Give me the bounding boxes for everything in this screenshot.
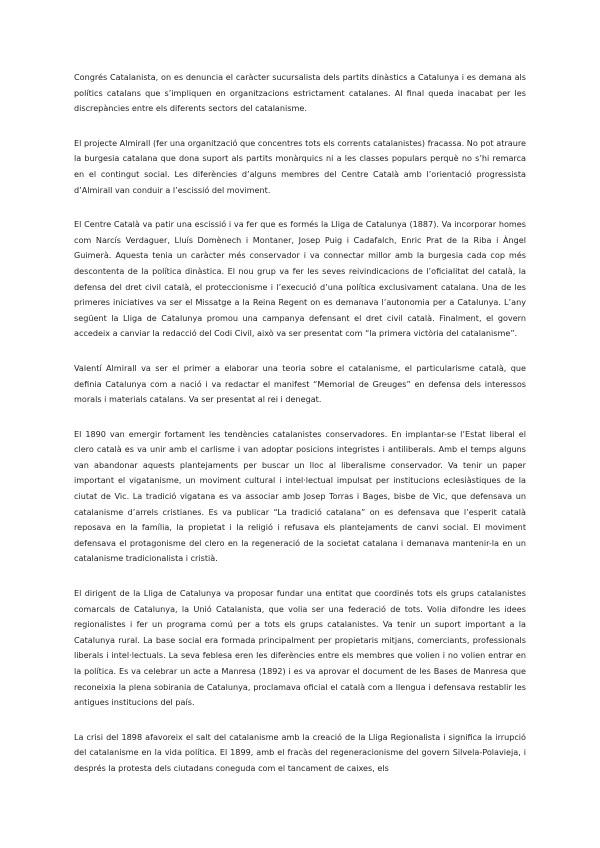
paragraph-crisi-1898: La crisi del 1898 afavoreix el salt del catalanisme amb la creació de la Lliga Regionalista i significa la irrupció del catalanisme en la vida política. El 1899, amb el fracàs del regeneracionisme del govern Silvela-Polavieja, i després la protesta dels ciutadans coneguda com el tancament de caixes, els [74,731,526,773]
document-page [74,70,526,796]
paragraph-projecte-almirall: El projecte Almirall (fer una organització que concentres tots els corrents catalanistes) fracassa. No pot atraure la burgesia catalana que dona suport als partits monàrquics ni a les classes populars perquè no s’hi remarca en el contingut social. Les diferències d’alguns membres del Centre Català amb l’orientació progressista d’Almirall van conduir a l’escissió del moviment. [74,137,526,195]
paragraph-valenti-almirall: Valentí Almirall va ser el primer a elaborar una teoria sobre el catalanisme, el particularisme català, que definia Catalunya com a nació i va redactar el manifest “Memorial de Greuges” en defensa dels interessos morals i materials catalans. Va ser presentat al rei i denegat. [74,362,526,405]
paragraph-centre-catala: El Centre Català va patir una escissió i va fer que es formés la Lliga de Catalunya (1887). Va incorporar homes com Narcís Verdaguer, Lluís Domènech i Montaner, Josep Puig i Cadafalch, Enric Prat de la Riba i Àngel Guimerà. Aquesta tenia un caràcter més conservador i va connectar millor amb la burgesia cada cop més descontenta de la política dinàstica. El nou grup va fer les seves reivindicacions de l’oficialitat del català, la defensa del dret civil català, el proteccionisme i l’execució d’una política exclusivament catalana. Una de les primeres iniciatives va ser el Missatge a la Reina Regent on es demanava l’autonomia per a Catalunya. L’any següent la Lliga de Catalunya promou una campanya defensant el dret civil català. Finalment, el govern accedeix a canviar la redacció del Codi Civil, això va ser presentat com “la primera victòria del catalanisme”. [74,219,526,339]
paragraph-unio-catalanista: El dirigent de la Lliga de Catalunya va proposar fundar una entitat que coordinés tots els grups catalanistes comarcals de Catalunya, la Unió Catalanista, que volia ser una federació de tots. Volia difondre les idees regionalistes i fer un programa comú per a tots els grups catalanistes. Va tenir un suport important a la Catalunya rural. La base social era formada principalment per propietaris mitjans, comerciants, professionals liberals i intel·lectuals. La seva feblesa eren les diferències entre els membres que volien i no volien entrar en la política. Es va celebrar un acte a Manresa (1892) i es va aprovar el document de les Bases de Manresa que reconeixia la plena sobirania de Catalunya, proclamava oficial el català com a llengua i defensava restablir les antigues institucions del país. [74,588,526,708]
paragraph-congres-catalanista: Congrés Catalanista, on es denuncia el caràcter sucursalista dels partits dinàstics a Catalunya i es demana als polítics catalans que s’impliquen en organitzacions estrictament catalanes. Al final queda inacabat per les discrepàncies entre els diferents sectors del catalanisme. [74,72,526,114]
paragraph-tendencies-conservadores: El 1890 van emergir fortament les tendències catalanistes conservadores. En implantar-se l’Estat liberal el clero català es va unir amb el carlisme i van adoptar posicions integristes i antiliberals. Amb el temps alguns van abandonar aquests plantejaments per buscar un lloc al liberalisme conservador. Va tenir un paper important el vigatanisme, un moviment cultural i intel·lectual impulsat per institucions eclesiàstiques de la ciutat de Vic. La tradició vigatana es va associar amb Josep Torras i Bages, bisbe de Vic, que defensava un catalanisme d’arrels cristianes. Es va publicar “La tradició catalana” on es defensava que l’esperit català reposava en la família, la propietat i la religió i refusava els plantejaments de canvi social. El moviment defensava el protagonisme del clero en la regeneració de la societat catalana i demanava mantenir-la en un catalanisme tradicionalista i cristià. [74,428,526,564]
